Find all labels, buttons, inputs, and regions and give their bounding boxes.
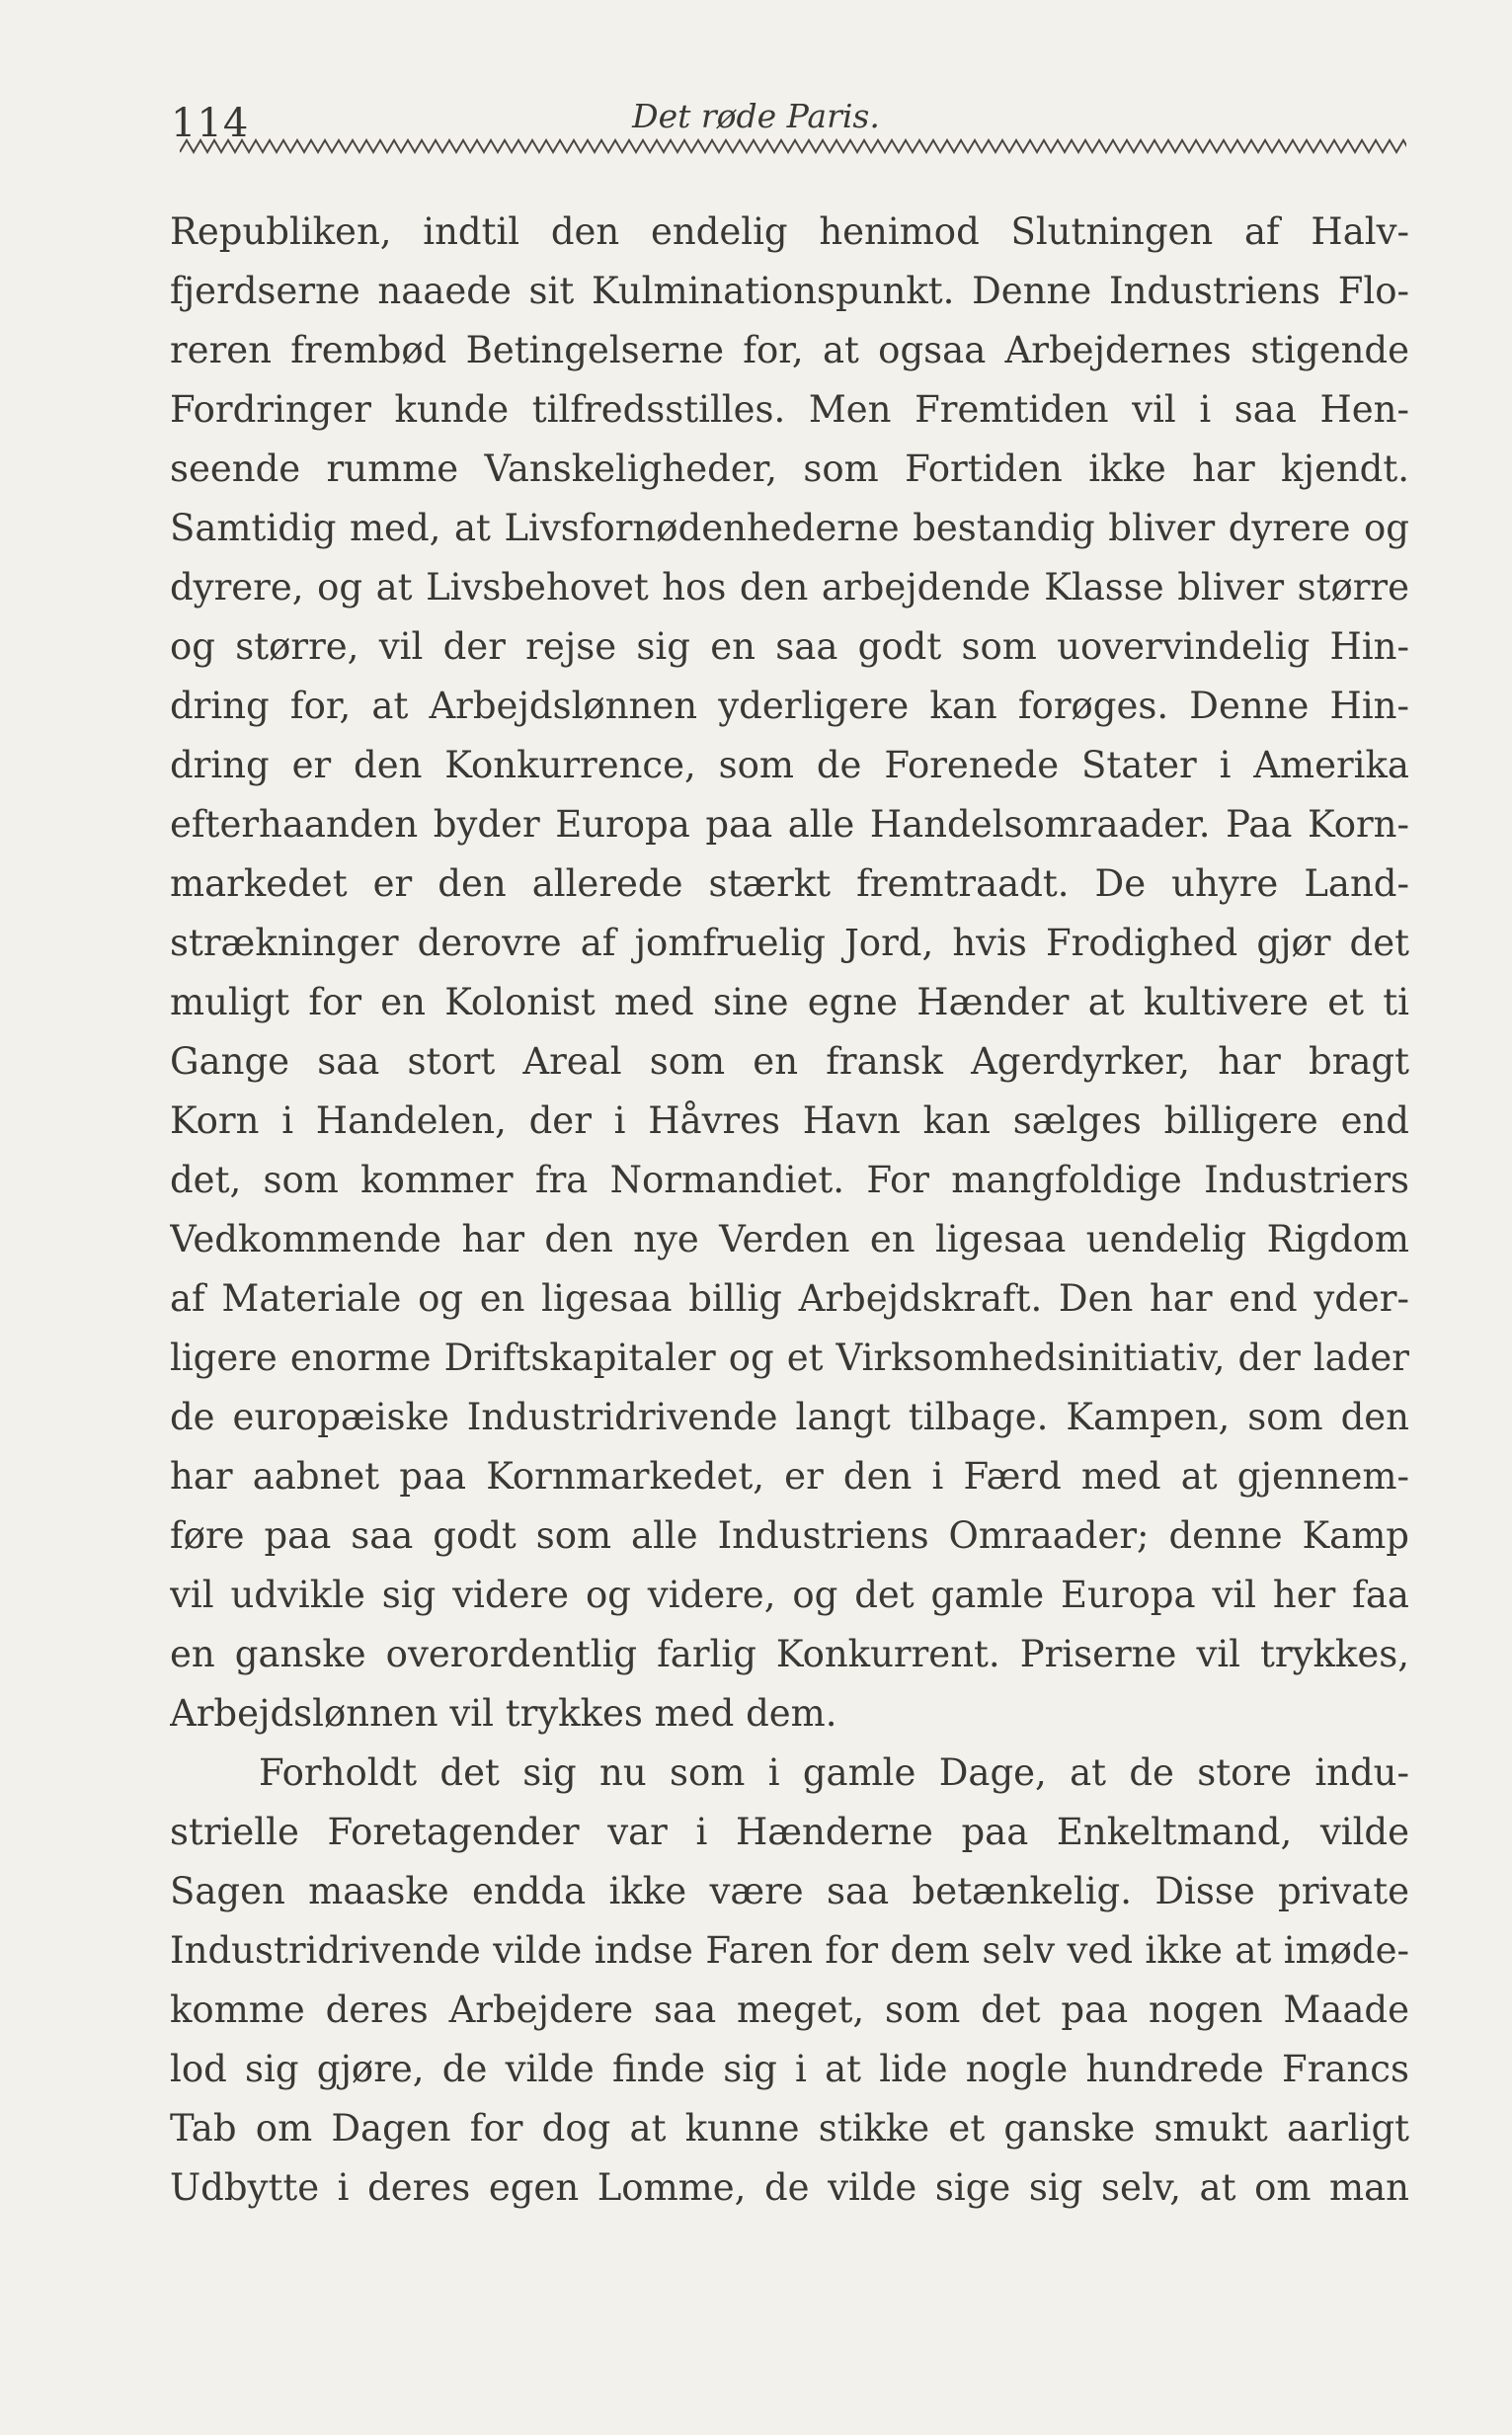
page-number: 114 xyxy=(171,101,250,146)
text-line: Gange saa stort Areal som en fransk Agerdyrker, har bragt xyxy=(170,1040,1409,1083)
text-line: af Materiale og en ligesaa billig Arbejdskraft. Den har end yder- xyxy=(170,1277,1409,1320)
text-line: strækninger derovre af jomfruelig Jord, hvis Frodighed gjør det xyxy=(170,922,1409,964)
text-line: fjerdserne naaede sit Kulminationspunkt. Denne Industriens Flo- xyxy=(170,270,1409,312)
text-line: dring for, at Arbejdslønnen yderligere kan forøges. Denne Hin- xyxy=(170,685,1409,727)
text-line: muligt for en Kolonist med sine egne Hænder at kultivere et ti xyxy=(170,981,1409,1023)
text-line: Arbejdslønnen vil trykkes med dem. xyxy=(170,1692,837,1735)
text-line: Vedkommende har den nye Verden en ligesaa uendelig Rigdom xyxy=(170,1218,1409,1260)
text-line: Fordringer kunde tilfredsstilles. Men Fremtiden vil i saa Hen- xyxy=(170,388,1409,431)
body-text xyxy=(170,203,1409,2218)
text-line: efterhaanden byder Europa paa alle Handelsomraader. Paa Korn- xyxy=(170,803,1409,846)
text-line: Republiken, indtil den endelig henimod Slutningen af Halv- xyxy=(170,210,1409,253)
text-line: Tab om Dagen for dog at kunne stikke et ganske smukt aarligt xyxy=(170,2107,1409,2150)
decorative-rule xyxy=(180,134,1406,158)
text-line: dyrere, og at Livsbehovet hos den arbejdende Klasse bliver større xyxy=(170,566,1409,609)
text-line: en ganske overordentlig farlig Konkurrent. Priserne vil trykkes, xyxy=(170,1633,1409,1675)
text-line: Sagen maaske endda ikke være saa betænkelig. Disse private xyxy=(170,1870,1409,1912)
running-title: Det røde Paris. xyxy=(632,97,880,135)
text-line: lod sig gjøre, de vilde finde sig i at lide nogle hundrede Francs xyxy=(170,2048,1409,2090)
text-line: Forholdt det sig nu som i gamle Dage, at de store indu- xyxy=(259,1751,1409,1794)
text-line: komme deres Arbejdere saa meget, som det paa nogen Maade xyxy=(170,1989,1409,2031)
text-line: føre paa saa godt som alle Industriens Omraader; denne Kamp xyxy=(170,1514,1409,1557)
text-line: og større, vil der rejse sig en saa godt som uovervindelig Hin- xyxy=(170,625,1409,668)
text-line: reren frembød Betingelserne for, at ogsaa Arbejdernes stigende xyxy=(170,329,1409,371)
text-line: ligere enorme Driftskapitaler og et Virksomhedsinitiativ, der lader xyxy=(170,1337,1409,1379)
text-line: markedet er den allerede stærkt fremtraadt. De uhyre Land- xyxy=(170,862,1409,905)
text-line: Udbytte i deres egen Lomme, de vilde sige sig selv, at om man xyxy=(170,2166,1409,2209)
text-line: Samtidig med, at Livsfornødenhederne bestandig bliver dyrere og xyxy=(170,507,1409,549)
text-line: Korn i Handelen, der i Håvres Havn kan sælges billigere end xyxy=(170,1099,1409,1142)
text-line: det, som kommer fra Normandiet. For mangfoldige Industriers xyxy=(170,1159,1409,1201)
text-line: har aabnet paa Kornmarkedet, er den i Færd med at gjennem- xyxy=(170,1455,1409,1498)
text-line: vil udvikle sig videre og videre, og det gamle Europa vil her faa xyxy=(170,1574,1409,1616)
text-line: dring er den Konkurrence, som de Forenede Stater i Amerika xyxy=(170,744,1409,786)
text-line: seende rumme Vanskeligheder, som Fortiden ikke har kjendt. xyxy=(170,447,1409,490)
text-line: strielle Foretagender var i Hænderne paa Enkeltmand, vilde xyxy=(170,1811,1409,1853)
text-line: Industridrivende vilde indse Faren for dem selv ved ikke at imøde- xyxy=(170,1929,1409,1972)
text-line: de europæiske Industridrivende langt tilbage. Kampen, som den xyxy=(170,1396,1409,1438)
